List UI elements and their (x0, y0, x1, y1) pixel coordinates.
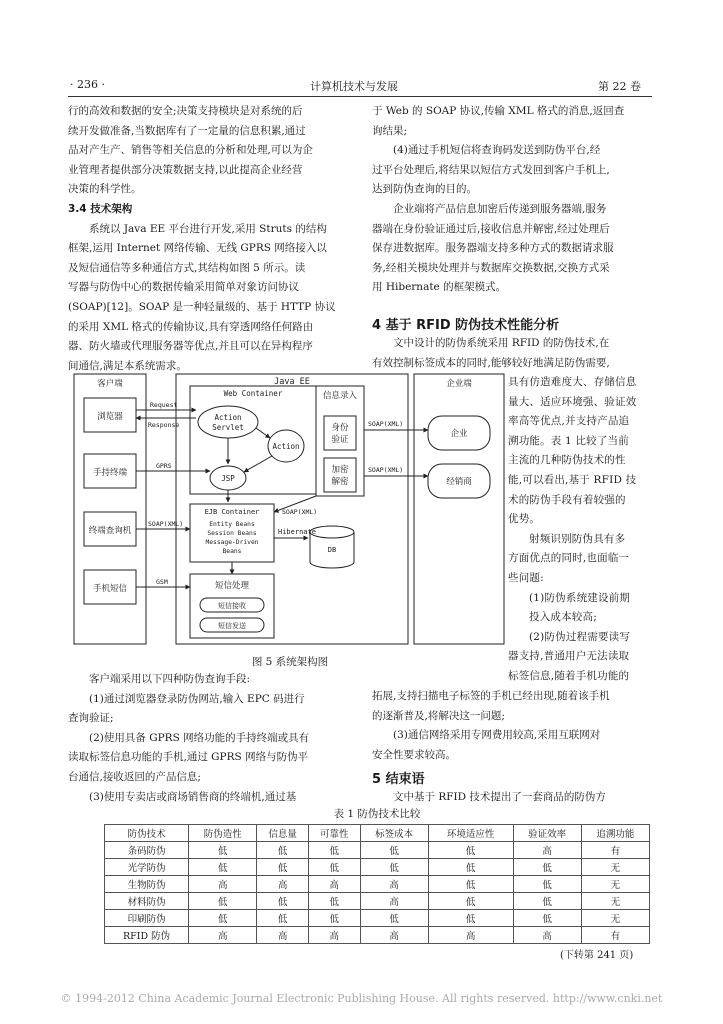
text-line: 的采用 XML 格式的传输协议,具有穿透网络任何路由 (68, 320, 314, 333)
text-line: 框架,运用 Internet 网络传输、无线 GPRS 网络接入以 (68, 242, 327, 255)
table-cell: 低 (189, 910, 257, 927)
table-cell: 低 (428, 876, 513, 893)
text-line: 客户端采用以下四种防伪查询手段: (89, 673, 251, 685)
header-rule (68, 96, 652, 97)
table-cell: 低 (189, 842, 257, 859)
table-caption: 表 1 防伪技术比较 (333, 808, 421, 820)
table-cell: 高 (308, 876, 360, 893)
label-javaee: Java EE (274, 377, 310, 387)
table-cell: 无 (581, 910, 649, 927)
table-cell: 低 (257, 842, 309, 859)
text-line: 文中基于 RFID 技术提出了一套商品的防伪方 (393, 791, 606, 803)
text-line: 器支持,普通用户无法读取 (508, 650, 630, 663)
text-line: 文中设计的防伪系统采用 RFID 的防伪技术,在 (393, 337, 610, 349)
section4-wide2 (372, 687, 654, 765)
table-row (105, 893, 650, 910)
table-header-cell: 可靠性 (308, 825, 360, 842)
table-cell: 低 (360, 842, 428, 859)
label-phone: 手机短信 (92, 584, 128, 594)
text-line: 量大、适应环境强、验证效 (508, 395, 637, 408)
comparison-table (104, 824, 650, 944)
subsection-heading: 3.4 技术架构 (68, 202, 133, 215)
label-soap-r1: SOAP(XML) (368, 420, 404, 428)
table-header-cell: 防伪造性 (189, 825, 257, 842)
system-architecture-diagram (72, 372, 508, 648)
label-gsm: GSM (156, 578, 168, 586)
table-cell: 低 (428, 842, 513, 859)
text-line: 方面优点的同时,也面临一 (508, 552, 630, 565)
page-number: · 236 · (70, 78, 105, 91)
table-header-cell: 验证效率 (513, 825, 581, 842)
label-sms-send: 短信发送 (218, 622, 246, 630)
table-cell: 低 (308, 893, 360, 910)
label-sms-proc: 短信处理 (214, 581, 250, 591)
table-cell: 有 (581, 842, 649, 859)
table-cell: 材料防伪 (105, 893, 189, 910)
right-column-top (372, 102, 654, 298)
label-action-servlet: Action (214, 413, 242, 422)
label-info-input: 信息录入 (322, 391, 358, 401)
table-cell: 光学防伪 (105, 859, 189, 876)
text-line: 器端在身份验证通过后,接收信息并解密,经过处理后 (372, 222, 610, 235)
section5-text (372, 788, 654, 808)
table-row (105, 859, 650, 876)
table-cell: 低 (257, 859, 309, 876)
label-identity-2: 验证 (331, 435, 349, 445)
text-line: 有效控制标签成本的同时,能够较好地满足防伪需要, (372, 356, 610, 369)
table-row (105, 842, 650, 859)
label-client: 客户端 (97, 379, 123, 389)
label-enterprise: 企业 (450, 429, 468, 439)
label-request: Request (150, 401, 178, 409)
label-db: DB (327, 546, 337, 554)
table-cell: 低 (189, 859, 257, 876)
text-line: 安全性要求较高。 (372, 748, 456, 761)
text-line: (3)使用专卖店或商场销售商的终端机,通过基 (89, 790, 297, 803)
text-line: 具有仿造难度大、存储信息 (508, 376, 637, 388)
text-line: (SOAP)[12]。SOAP 是一种轻量级的、基于 HTTP 协议 (68, 300, 336, 313)
label-gprs: GPRS (156, 462, 172, 470)
section4-narrow (508, 373, 654, 687)
label-encrypt: 加密 (331, 465, 349, 475)
label-web-container: Web Container (223, 389, 283, 398)
text-line: 主流的几种防伪技术的性 (508, 454, 626, 467)
table-header-cell: 环境适应性 (428, 825, 513, 842)
table-cell: 低 (308, 842, 360, 859)
label-soap-left: SOAP(XML) (148, 520, 184, 528)
section-heading-5: 5 结束语 (372, 772, 425, 787)
text-line: (2)防伪过程需要读写 (529, 630, 631, 643)
table-cell: 有 (581, 927, 649, 944)
text-line: 过平台处理后,将结果以短信方式发回到客户手机上, (372, 163, 610, 176)
copyright-footer: © 1994-2012 China Academic Journal Electronic Publishing House. All rights reserved. http://www.cnki.net (60, 992, 663, 1005)
table-cell: 低 (308, 910, 360, 927)
text-line: 行的高效和数据的安全;决策支持模块是对系统的后 (68, 105, 303, 117)
text-line: (2)使用具备 GPRS 网络功能的手持终端或具有 (89, 731, 310, 744)
table-row (105, 876, 650, 893)
left-column-bottom (68, 670, 354, 807)
text-line: 企业端将产品信息加密后传递到服务器端,服务 (393, 202, 607, 215)
table-cell: 高 (360, 893, 428, 910)
text-line: (1)通过浏览器登录防伪网站,输入 EPC 码进行 (89, 692, 305, 705)
table-cell: 低 (257, 893, 309, 910)
table-cell: 高 (257, 876, 309, 893)
table-header-cell: 防伪技术 (105, 825, 189, 842)
figure-caption: 图 5 系统架构图 (251, 656, 329, 668)
table-cell: 低 (360, 859, 428, 876)
label-mdb: Message-Driven (205, 539, 259, 546)
table-cell: 低 (428, 910, 513, 927)
text-line: 保存进数据库。服务器端支持多种方式的数据请求服 (372, 242, 614, 255)
text-line: 术的防伪手段有着较强的 (508, 493, 626, 506)
table-cell: 印刷防伪 (105, 910, 189, 927)
text-line: 询结果; (372, 124, 408, 137)
text-line: 溯功能。表 1 比较了当前 (508, 434, 629, 447)
text-line: 查询验证; (68, 712, 114, 725)
text-line: 优势。 (508, 513, 541, 526)
text-line: 间通信,满足本系统需求。 (68, 359, 187, 372)
label-hibernate: Hibernate (278, 528, 316, 536)
text-line: 率高等优点,并支持产品追 (508, 415, 630, 428)
text-line: 些问题: (508, 571, 544, 584)
table-cell: 低 (360, 910, 428, 927)
table-header-cell: 标签成本 (360, 825, 428, 842)
continued-note: (下转第 241 页) (560, 950, 634, 961)
text-line: 器、防火墙或代理服务器等优点,并且可以在异构程序 (68, 340, 313, 353)
table-cell: 无 (581, 859, 649, 876)
label-distributor: 经销商 (446, 477, 472, 487)
table-header-row (105, 825, 650, 842)
text-line: 业管理者提供部分决策数据支持,以此提高企业经营 (68, 163, 303, 176)
table-cell: 高 (189, 876, 257, 893)
text-line: 写器与防伪中心的数据传输采用简单对象访问协议 (68, 281, 299, 294)
label-mdb-2: Beans (222, 548, 242, 555)
enterprise-box (414, 374, 504, 644)
table-cell: 低 (189, 893, 257, 910)
table-cell: 高 (308, 927, 360, 944)
table-cell: 高 (189, 927, 257, 944)
text-line: 射频识别防伪具有多 (529, 532, 626, 545)
label-terminal: 终端查询机 (88, 526, 132, 536)
label-ejb: EJB Container (204, 508, 260, 516)
table-cell: 无 (581, 893, 649, 910)
table-cell: 高 (513, 842, 581, 859)
table-cell: 高 (513, 927, 581, 944)
volume-label: 第 22 卷 (598, 80, 641, 93)
label-soap-r2: SOAP(XML) (368, 466, 404, 474)
text-line: 于 Web 的 SOAP 协议,传输 XML 格式的消息,返回查 (372, 105, 625, 117)
text-line: 用 Hibernate 的框架模式。 (372, 281, 507, 294)
label-session-beans: Session Beans (207, 530, 257, 537)
web-container-box (190, 386, 316, 494)
action-servlet-node (198, 406, 258, 438)
label-browser: 浏览器 (97, 412, 123, 422)
table-header-cell: 信息量 (257, 825, 309, 842)
label-jsp: JSP (221, 474, 235, 483)
text-line: (1)防伪系统建设前期 (529, 591, 631, 604)
table-cell: 低 (513, 910, 581, 927)
label-soap-mid: SOAP(XML) (282, 508, 318, 516)
table-cell: 高 (360, 927, 428, 944)
text-line: 的逐渐普及,将解决这一问题; (372, 709, 505, 722)
journal-title: 计算机技术与发展 (310, 80, 398, 93)
table-cell: 低 (513, 893, 581, 910)
table-header-cell: 追溯功能 (581, 825, 649, 842)
text-line: 决策的科学性。 (68, 183, 142, 196)
table-cell: 无 (581, 876, 649, 893)
table-cell: 低 (513, 876, 581, 893)
label-entity-beans: Entity Beans (209, 521, 255, 528)
table-cell: RFID 防伪 (105, 927, 189, 944)
table-cell: 高 (428, 927, 513, 944)
label-identity: 身份 (331, 423, 349, 433)
table-row (105, 927, 650, 944)
text-line: 台通信,接收返回的产品信息; (68, 770, 201, 783)
table-cell: 高 (360, 876, 428, 893)
table-cell: 条码防伪 (105, 842, 189, 859)
text-line: 品对产生产、销售等相关信息的分析和处理,可以为企 (68, 144, 313, 157)
table-cell: 低 (257, 910, 309, 927)
text-line: 及短信通信等多种通信方式,其结构如图 5 所示。读 (68, 261, 306, 274)
label-action: Action (272, 442, 300, 451)
label-enterprise-title: 企业端 (446, 379, 472, 389)
left-column-top (68, 102, 354, 376)
text-line: 投入成本较高; (529, 611, 597, 624)
label-encrypt-2: 解密 (331, 477, 349, 487)
text-line: 标签信息,随着手机功能的 (508, 669, 630, 682)
table-cell: 生物防伪 (105, 876, 189, 893)
table-cell: 低 (308, 859, 360, 876)
table-cell: 低 (428, 859, 513, 876)
label-handheld: 手持终端 (92, 468, 128, 478)
section-heading-4: 4 基于 RFID 防伪技术性能分析 (372, 318, 560, 333)
text-line: (3)通信网络采用专网费用较高,采用互联网对 (393, 729, 601, 742)
text-line: 系统以 Java EE 平台进行开发,采用 Struts 的结构 (89, 222, 327, 235)
label-response: Response (148, 421, 180, 429)
text-line: (4)通过手机短信将查询码发送到防伪平台,经 (393, 144, 601, 157)
text-line: 读取标签信息功能的手机,通过 GPRS 网络与防伪平 (68, 751, 309, 764)
table-cell: 低 (513, 859, 581, 876)
label-action-servlet-2: Servlet (212, 423, 244, 432)
table-cell: 低 (428, 893, 513, 910)
text-line: 务,经相关模块处理并与数据库交换数据,交换方式采 (372, 261, 610, 274)
text-line: 续开发做准备,当数据库有了一定量的信息积累,通过 (68, 124, 306, 137)
text-line: 拓展,支持扫描电子标签的手机已经出现,随着该手机 (372, 690, 610, 702)
table-cell: 高 (257, 927, 309, 944)
text-line: 达到防伪查询的目的。 (372, 183, 477, 196)
table-row (105, 910, 650, 927)
section4-wide (372, 334, 654, 373)
text-line: 能,可以看出,基于 RFID 技 (508, 473, 637, 486)
label-sms-recv: 短信接收 (218, 602, 246, 610)
